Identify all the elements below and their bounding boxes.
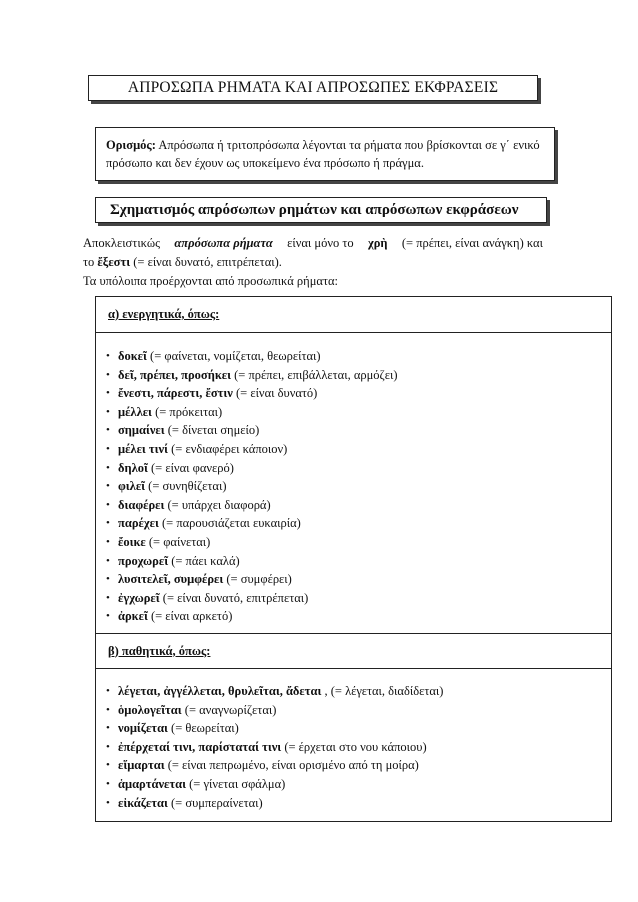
list-item <box>96 552 398 571</box>
verb-gloss: (= υπάρχει διαφορά) <box>167 497 271 512</box>
list-item <box>96 794 443 813</box>
bullet-icon: • <box>106 796 110 809</box>
verb-term: δηλοῖ <box>118 460 148 475</box>
verb-gloss: (= πρόκειται) <box>155 404 223 419</box>
bullet-icon: • <box>106 424 110 437</box>
verb-gloss: (= πρέπει, επιβάλλεται, αρμόζει) <box>234 367 398 382</box>
bullet-icon: • <box>106 685 110 697</box>
list-item <box>96 756 443 775</box>
bullet-icon: • <box>106 740 110 753</box>
verb-gloss: (= είναι πεπρωμένο, είναι ορισμένο από τη μοίρα) <box>167 758 419 773</box>
verb-term: ἁμαρτάνεται <box>118 776 187 791</box>
verb-gloss: (= παρουσιάζεται ευκαιρία) <box>161 516 301 531</box>
bullet-icon: • <box>106 350 110 362</box>
verb-gloss: (= γίνεται σφάλμα) <box>189 776 286 791</box>
verb-gloss: (= είναι αρκετό) <box>150 609 233 624</box>
bullet-icon: • <box>106 442 110 455</box>
verb-gloss: (= συμπεραίνεται) <box>171 795 263 810</box>
verb-list-box <box>95 296 612 822</box>
section-a-heading: α) ενεργητικά, όπως: <box>96 297 611 333</box>
intro-paragraph <box>83 234 543 291</box>
intro-term: απρόσωπα ρήματα <box>174 236 273 250</box>
intro-line-2 <box>83 253 543 272</box>
verb-term: νομίζεται <box>118 721 168 736</box>
bullet-icon: • <box>106 368 110 381</box>
verb-term: εἵμαρται <box>118 758 165 773</box>
intro-term: ἔξεστι <box>97 255 131 269</box>
verb-term: μέλλει <box>118 404 152 419</box>
list-item <box>96 477 398 496</box>
verb-gloss: (= φαίνεται, νομίζεται, θεωρείται) <box>150 349 321 363</box>
section-b-heading: β) παθητικά, όπως: <box>96 633 611 669</box>
page-title: ΑΠΡΟΣΩΠΑ ΡΗΜΑΤΑ ΚΑΙ ΑΠΡΟΣΩΠΕΣ ΕΚΦΡΑΣΕΙΣ <box>88 75 538 101</box>
verb-term: λυσιτελεῖ, συμφέρει <box>118 572 224 587</box>
bullet-icon: • <box>106 777 110 790</box>
intro-line-1 <box>83 234 543 253</box>
verb-term: ἐπέρχεταί τινι, παρίσταταί τινι <box>118 739 282 754</box>
list-item <box>96 533 398 552</box>
bullet-icon: • <box>106 461 110 474</box>
bullet-icon: • <box>106 498 110 511</box>
verb-gloss: (= έρχεται στο νου κάποιου) <box>284 739 427 754</box>
bullet-icon: • <box>106 405 110 418</box>
verb-term: μέλει τινί <box>118 441 169 456</box>
bullet-icon: • <box>106 517 110 530</box>
bullet-icon: • <box>106 573 110 586</box>
verb-gloss: (= συμφέρει) <box>226 572 292 587</box>
list-item <box>96 738 443 757</box>
section-subtitle: Σχηματισμός απρόσωπων ρημάτων και απρόσωπων εκφράσεων <box>95 197 547 223</box>
bullet-icon: • <box>106 554 110 567</box>
verb-gloss: (= φαίνεται) <box>148 534 211 549</box>
intro-text: Αποκλειστικώς <box>83 236 161 250</box>
definition-box <box>95 127 555 181</box>
definition-label: Ορισμός: <box>106 138 156 152</box>
verb-term: ὁμολογεῖται <box>118 702 182 717</box>
list-item <box>96 607 398 626</box>
verb-term: παρέχει <box>118 516 159 531</box>
verb-gloss: (= είναι δυνατό, επιτρέπεται) <box>162 590 309 605</box>
list-item <box>96 514 398 533</box>
verb-term: φιλεῖ <box>118 479 146 494</box>
verb-term: προχωρεῖ <box>118 553 169 568</box>
verb-gloss: (= δίνεται σημείο) <box>167 423 260 438</box>
verb-gloss: (= θεωρείται) <box>171 721 239 736</box>
bullet-icon: • <box>106 591 110 604</box>
list-item <box>96 384 398 403</box>
bullet-icon: • <box>106 759 110 772</box>
intro-text: το <box>83 255 95 269</box>
verb-gloss: (= είναι δυνατό) <box>235 386 318 401</box>
list-item <box>96 589 398 608</box>
verb-term: σημαίνει <box>118 423 165 438</box>
intro-text: είναι μόνο το <box>287 236 354 250</box>
list-item <box>96 775 443 794</box>
intro-text: (= πρέπει, είναι ανάγκη) και <box>401 236 543 250</box>
list-item <box>96 421 398 440</box>
verb-term: ἔνεστι, πάρεστι, ἔστιν <box>118 386 233 401</box>
verb-term: εἰκάζεται <box>118 795 168 810</box>
list-item <box>96 366 398 385</box>
list-item <box>96 719 443 738</box>
bullet-icon: • <box>106 535 110 548</box>
verb-gloss: , (= λέγεται, διαδίδεται) <box>324 684 444 698</box>
list-item <box>96 570 398 589</box>
bullet-icon: • <box>106 722 110 735</box>
list-item <box>96 496 398 515</box>
verb-term: ἀρκεῖ <box>118 609 148 624</box>
intro-text: (= είναι δυνατό, επιτρέπεται). <box>133 255 282 269</box>
verb-gloss: (= ενδιαφέρει κάποιον) <box>171 441 288 456</box>
verb-gloss: (= πάει καλά) <box>171 553 240 568</box>
verb-gloss: (= αναγνωρίζεται) <box>184 702 277 717</box>
verb-gloss: (= είναι φανερό) <box>150 460 234 475</box>
intro-term: χρὴ <box>367 236 388 250</box>
verb-term: διαφέρει <box>118 497 165 512</box>
bullet-icon: • <box>106 480 110 493</box>
list-item <box>96 440 398 459</box>
intro-line-3: Τα υπόλοιπα προέρχονται από προσωπικά ρήματα: <box>83 274 338 288</box>
verb-gloss: (= συνηθίζεται) <box>148 479 227 494</box>
bullet-icon: • <box>106 387 110 400</box>
list-item <box>96 701 443 720</box>
section-a-list <box>96 347 398 626</box>
bullet-icon: • <box>106 703 110 716</box>
list-item <box>96 459 398 478</box>
verb-term: δεῖ, πρέπει, προσήκει <box>118 367 231 382</box>
verb-term: λέγεται, ἀγγέλλεται, θρυλεῖται, ἄδεται <box>118 684 322 698</box>
verb-term: ἔοικε <box>118 534 146 549</box>
section-b-list <box>96 682 443 812</box>
list-item <box>96 347 398 366</box>
definition-text: Απρόσωπα ή τριτοπρόσωπα λέγονται τα ρήματα που βρίσκονται σε γ΄ ενικό πρόσωπο και δεν έχουν ως υποκείμενο ένα πρόσωπο ή πράγμα. <box>106 138 540 170</box>
verb-term: δοκεῖ <box>118 349 147 363</box>
verb-term: ἐγχωρεῖ <box>118 590 160 605</box>
bullet-icon: • <box>106 610 110 623</box>
list-item <box>96 682 443 701</box>
list-item <box>96 403 398 422</box>
